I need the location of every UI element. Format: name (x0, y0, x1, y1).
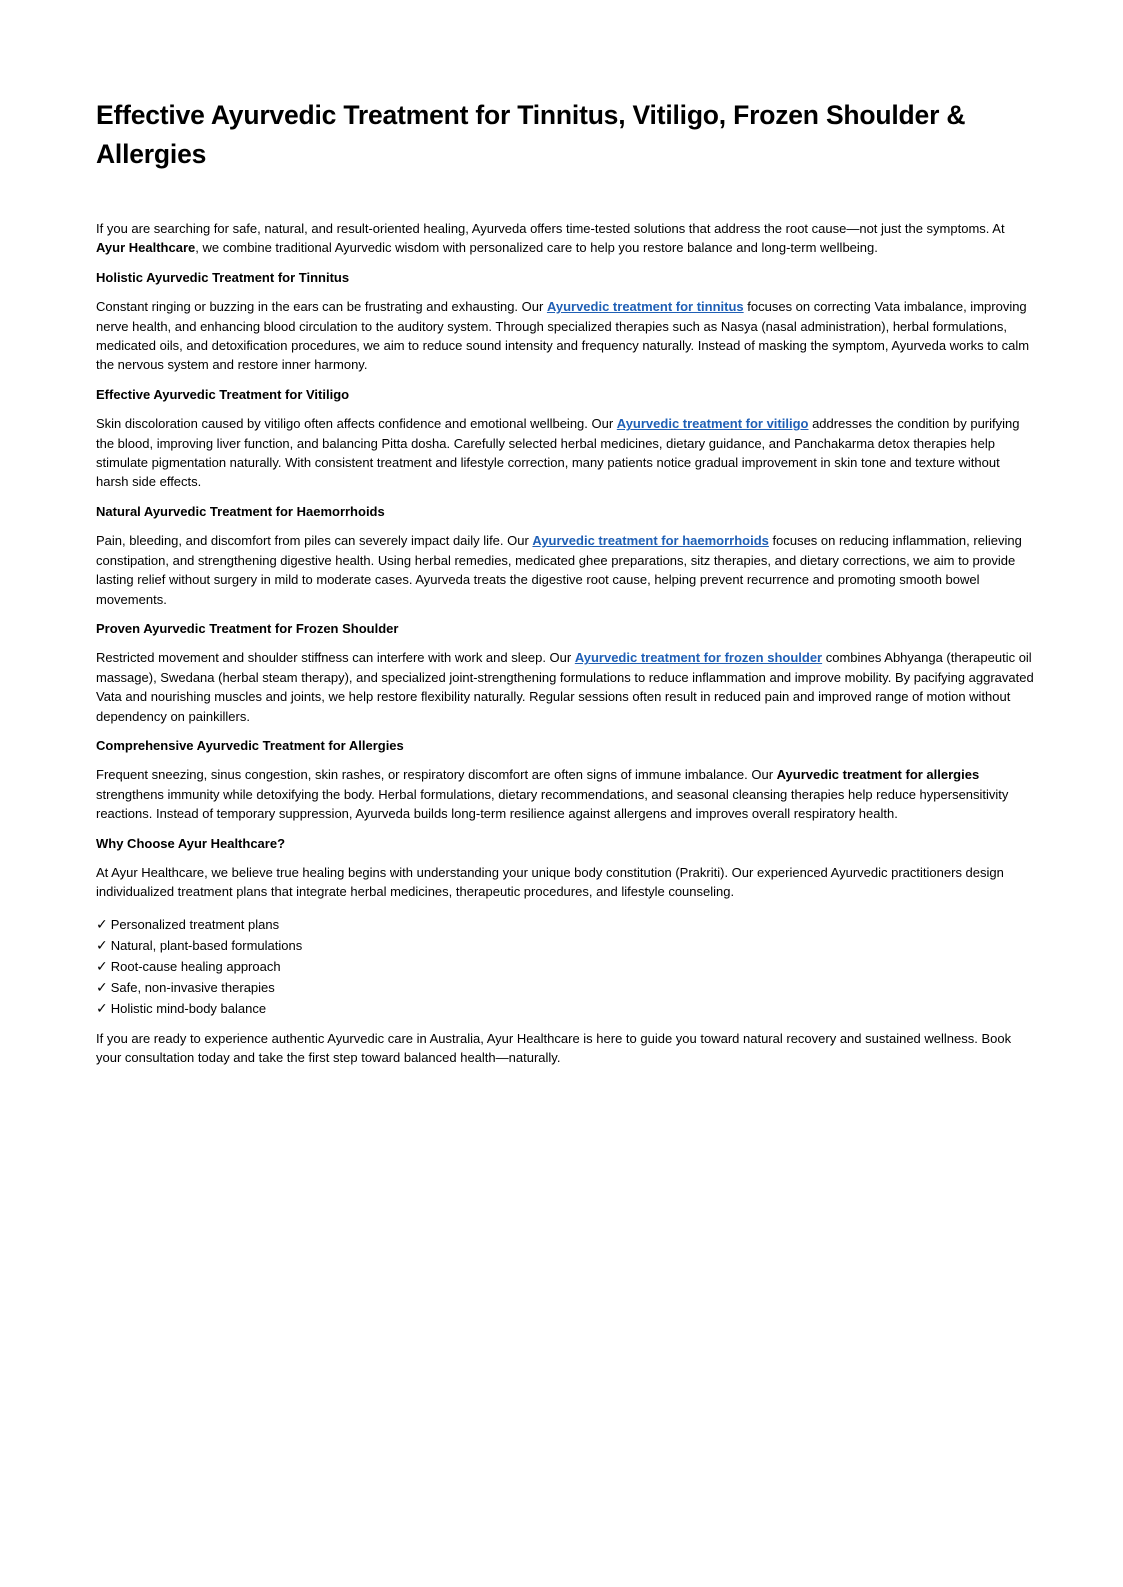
intro-brand: Ayur Healthcare (96, 240, 196, 256)
checkmark-icon: ✓ (96, 957, 108, 974)
page-title: Effective Ayurvedic Treatment for Tinnitus, Vitiligo, Frozen Shoulder & Allergies (96, 100, 966, 169)
section-heading-vitiligo: Effective Ayurvedic Treatment for Vitiligo (96, 386, 350, 402)
intro-text-2: , we combine traditional Ayurvedic wisdom with personalized care to help you restore balance and long-term wellbeing. (195, 240, 878, 256)
checklist-item (96, 956, 1034, 977)
section-heading-tinnitus: Holistic Ayurvedic Treatment for Tinnitus (96, 269, 350, 285)
section-text: Constant ringing or buzzing in the ears can be frustrating and exhausting. Our (96, 299, 547, 315)
haemorrhoids-link[interactable]: Ayurvedic treatment for haemorrhoids (532, 533, 769, 549)
tinnitus-link[interactable]: Ayurvedic treatment for tinnitus (546, 299, 744, 315)
section-text: strengthens immunity while detoxifying the body. Herbal formulations, dietary recommendations, and seasonal cleansing therapies help reduce hypersensitivity reactions. Instead of temporary suppression, Ayurveda builds long-term resilience against allergens and improves overall respiratory health. (96, 786, 1009, 822)
section-body-allergies (96, 765, 1034, 823)
checkmark-icon: ✓ (96, 978, 108, 995)
section-body-vitiligo (96, 414, 1034, 492)
frozen-shoulder-link[interactable]: Ayurvedic treatment for frozen shoulder (574, 650, 823, 666)
section-body-haemorrhoids (96, 531, 1034, 609)
section-heading-allergies: Comprehensive Ayurvedic Treatment for Allergies (96, 737, 404, 753)
checklist-item-label: Root-cause healing approach (110, 958, 281, 974)
checkmark-icon: ✓ (96, 999, 108, 1016)
allergies-bold-phrase: Ayurvedic treatment for allergies (776, 767, 980, 783)
section-text: focuses on correcting Vata imbalance, improving nerve health, and enhancing blood circulation to the auditory system. Through specialized therapies such as Nasya (nasal administration), herbal formulations, medicated oils, and detoxification procedures, we aim to reduce sound intensity and frequency naturally. Instead of masking the symptom, Ayurveda works to calm the nervous system and restore inner harmony. (96, 299, 1030, 373)
checklist-item-label: Natural, plant-based formulations (110, 937, 303, 953)
section-text: focuses on reducing inflammation, relieving constipation, and strengthening digestive health. Using herbal remedies, medicated ghee preparations, sitz therapies, and dietary corrections, we aim to provide lasting relief without surgery in mild to moderate cases. Ayurveda treats the digestive root cause, helping prevent recurrence and promoting smooth bowel movements. (96, 533, 1022, 607)
checkmark-icon: ✓ (96, 915, 108, 932)
intro-paragraph (96, 219, 1034, 258)
section-text: Frequent sneezing, sinus congestion, skin rashes, or respiratory discomfort are often signs of immune imbalance. Our (96, 767, 777, 783)
section-heading-haemorrhoids: Natural Ayurvedic Treatment for Haemorrhoids (96, 503, 385, 519)
section-body-frozen-shoulder (96, 648, 1034, 726)
checklist-item-label: Personalized treatment plans (110, 916, 280, 932)
section-text: Pain, bleeding, and discomfort from piles can severely impact daily life. Our (96, 533, 533, 549)
document-page (96, 96, 1034, 1078)
benefits-checklist (96, 914, 1034, 1019)
closing-paragraph: If you are ready to experience authentic Ayurvedic care in Australia, Ayur Healthcare is here to guide you toward natural recovery and sustained wellness. Book your consultation today and take the first step toward balanced health—naturally. (96, 1030, 1012, 1066)
section-text: Skin discoloration caused by vitiligo often affects confidence and emotional wellbeing. Our (96, 416, 617, 432)
intro-text-1: If you are searching for safe, natural, and result-oriented healing, Ayurveda offers time-tested solutions that address the root cause—not just the symptoms. At (96, 221, 1005, 236)
checklist-item (96, 914, 1034, 935)
section-heading-why-choose: Why Choose Ayur Healthcare? (96, 835, 286, 851)
checklist-item (96, 977, 1034, 998)
section-text: Restricted movement and shoulder stiffness can interfere with work and sleep. Our (96, 650, 575, 666)
checklist-item-label: Holistic mind-body balance (110, 1000, 267, 1016)
checklist-item (96, 998, 1034, 1019)
checklist-item-label: Safe, non-invasive therapies (110, 979, 275, 995)
section-text: combines Abhyanga (therapeutic oil massage), Swedana (herbal steam therapy), and specialized joint-strengthening formulations to reduce inflammation and improve mobility. By pacifying aggravated Vata and nourishing muscles and joints, we help restore flexibility naturally. Regular sessions often result in reduced pain and improved range of motion without dependency on painkillers. (96, 650, 1034, 724)
section-body-tinnitus (96, 297, 1034, 375)
section-body-why-choose: At Ayur Healthcare, we believe true healing begins with understanding your unique body constitution (Prakriti). Our experienced Ayurvedic practitioners design individualized treatment plans that integrate herbal medicines, therapeutic procedures, and lifestyle counseling. (96, 864, 1004, 900)
vitiligo-link[interactable]: Ayurvedic treatment for vitiligo (616, 416, 809, 432)
section-heading-frozen-shoulder: Proven Ayurvedic Treatment for Frozen Shoulder (96, 620, 399, 636)
checkmark-icon: ✓ (96, 936, 108, 953)
checklist-item (96, 935, 1034, 956)
section-text: addresses the condition by purifying the blood, improving liver function, and balancing Pitta dosha. Carefully selected herbal medicines, dietary guidance, and Panchakarma detox therapies help stimulate pigmentation naturally. With consistent treatment and lifestyle correction, many patients notice gradual improvement in skin tone and texture without harsh side effects. (96, 416, 1020, 490)
